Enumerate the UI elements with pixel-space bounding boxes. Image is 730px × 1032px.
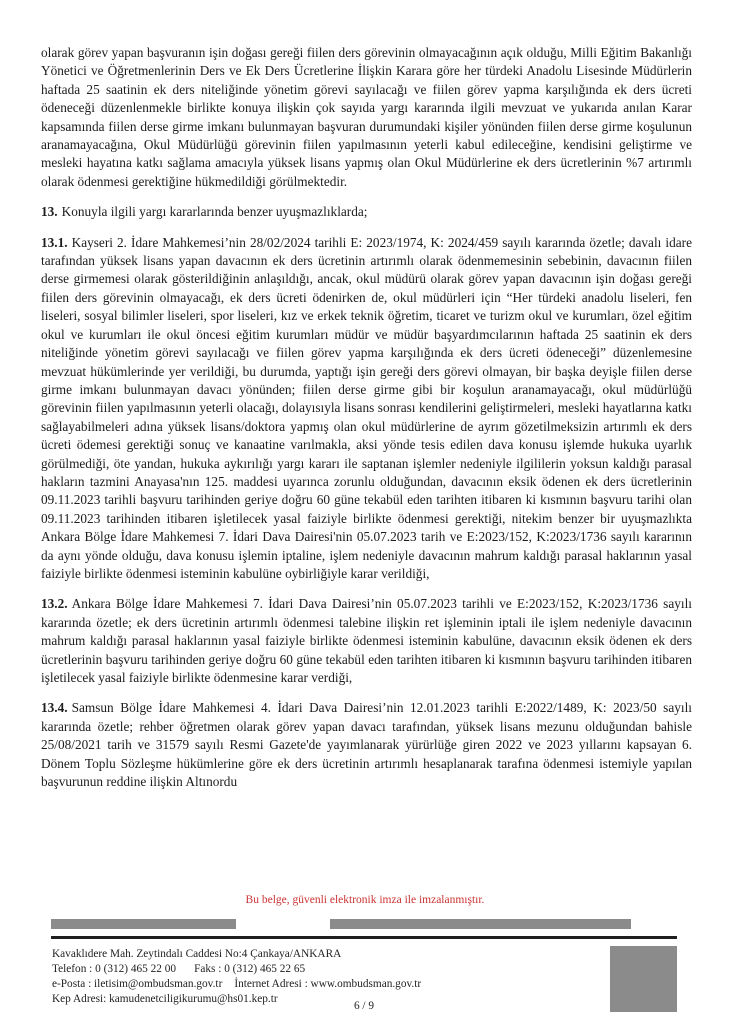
- paragraph-number: 13.4.: [41, 700, 68, 716]
- footer-eposta: e-Posta : iletisim@ombudsman.gov.tr: [52, 978, 223, 990]
- footer-telefon: Telefon : 0 (312) 465 22 00: [52, 963, 177, 975]
- e-signature-notice: Bu belge, güvenli elektronik imza ile imzalanmıştır.: [245, 894, 485, 906]
- redaction-bar-left: [51, 919, 236, 929]
- paragraph-text: Ankara Bölge İdare Mahkemesi 7. İdari Dava Dairesi’nin 05.07.2023 tarihli ve E:2023/152, K:2023/1736 sayılı kararında özetle; ek ders ücretinin artırımlı ödenmesi talebine ilişkin ret işleminin iptali ile işlem nedeniyle davacının mahrum kaldığı parasal haklarının yasal faiziyle birlikte ödenmesi isteminin kabulüne, davacının eksik ödenen ek ders ücretlerinin başvuru tarihinden geriye doğru 60 güne tekabül eden tarihten itibaren ki kısmının başvuru tarihinden itibaren işletilecek yasal faiziyle birlikte ödenmesine karar verdiği,: [41, 596, 692, 685]
- footer-divider: [51, 936, 677, 939]
- footer-phone-line: [52, 962, 592, 977]
- paragraph-number: 13.2.: [41, 596, 68, 612]
- document-body: [41, 44, 692, 803]
- paragraph-text: Konuyla ilgili yargı kararlarında benzer uyuşmazlıklarda;: [61, 204, 368, 220]
- paragraph-13-4: [41, 699, 692, 791]
- paragraph-text: olarak görev yapan başvuranın işin doğası gereği fiilen ders görevinin olmayacağının açık olduğu, Milli Eğitim Bakanlığı Yönetici ve Öğretmenlerinin Ders ve Ek Ders Ücretlerine İlişkin Karara göre her türdeki Anadolu Lisesinde Müdürlerin haftada 25 saatinin ek ders niteliğinde yönetim görevi sayılacağı ve fiilen görev yapma karşılığında ek ders ücreti ödeneceği düzenlenmekle birlikte konuya ilişkin çok sayıda yargı kararında ilgili mevzuat ve yukarıda anılan Karar kapsamında fiilen derse girme imkanı bulunmayan başvuran durumundaki kişiler yönünden fiilen derse girme koşulunun aranamayacağına, Okul Müdürlüğü görevinin fiilen yapılmasının yeterli kabul edileceğine, kendisini geliştirme ve mesleki hayatına katkı sağlama amacıyla yüksek lisans yapmış olan Okul Müdürlerine ek ders ücretlerinin %7 artırımlı olarak ödenmesi gerektiğine hükmedildiği görülmektedir.: [41, 45, 692, 189]
- footer-address: Kavaklıdere Mah. Zeytindalı Caddesi No:4 Çankaya/ANKARA: [52, 948, 342, 960]
- paragraph-continuation: [41, 44, 692, 191]
- redaction-bar-right: [330, 919, 631, 929]
- paragraph-number: 13.1.: [41, 234, 68, 250]
- paragraph-number: 13.: [41, 204, 58, 220]
- paragraph-text: Kayseri 2. İdare Mahkemesi’nin 28/02/2024 tarihli E: 2023/1974, K: 2024/459 sayılı kararında özetle; davalı idare tarafından yüksek lisans yapan davacının ek ders ücretinin artırımlı olarak ödenmemesinin sebebinin, davacının fiilen derse girmemesi olarak gösterildiğinin anlaşıldığı, ancak, okul müdürü olarak görev yapan davacının işin doğası gereği fiilen ders görevinin olmayacağı, ek ders ücreti ödenirken de, okul müdürleri için “Her türdeki anadolu liseleri, fen liseleri, sosyal bilimler liseleri, spor liseleri, kız ve erkek teknik öğretim, ticaret ve turizm okul ve kurumları, özel eğitim okul ve kurumları ile okul öncesi eğitim kurumları müdür ve müdür başyardımcılarının haftada 25 saatinin ek ders niteliğinde yönetim görevi sayılacağı ve fiilen görev yapma karşılığında ek ders ücreti ödeneceği” düzenlemesine mevzuat hükümlerinde yer verildiği, bu durumda, yaptığı işin gereği ders görevi olmayan, bir başka deyişle fiilen derse girme imkanı bulunmayan davacı yönünden; fiilen derse girme gibi bir koşulun aranamayacağı, okul müdürlüğü görevinin fiilen yapılmasının yeterli olacağı, dolayısıyla lisans sonrası kendilerini geliştirmeleri, mesleki hayatlarına katkı sağlayabilmeleri adına yüksek lisans/doktora yapmış olan okul müdürlerine de ayrım gözetilmeksizin artırımlı ek ders ücreti ödemesi gerektiği sonuç ve kanaatine varılmakla, aksi yönde tesis edilen dava konusu işlemde hukuka uyarlık görülmediği, öte yandan, hukuka aykırılığı yargı kararı ile saptanan işlemler nedeniyle ilgililerin yoksun kaldığı parasal hakların tazmini Anayasa'nın 125. maddesi uyarınca zorunlu olduğundan, davacının eksik ödenen ek ders ücretlerinin 09.11.2023 tarihli başvuru tarihinden geriye doğru 60 güne tekabül eden tarihten itibaren ki kısmının başvuru tarihi olan 09.11.2023 tarihinden itibaren işletilecek yasal faiziyle birlikte ödenmesi gerektiği, nitekim benzer bir uyuşmazlıkta Ankara Bölge İdare Mahkemesi 7. İdari Dava Dairesi'nin 05.07.2023 tarih ve E:2023/152, K:2023/1736 sayılı kararının da aynı yönde olduğu, dava konusu işlemin iptaline, işlem nedeniyle davacının mahrum kaldığı parasal haklarının yasal faiziyle birlikte ödenmesi isteminin kabulüne oybirliğiyle karar verildiği,: [41, 234, 692, 581]
- paragraph-13-1: [41, 234, 692, 584]
- footer-internet-adresi: İnternet Adresi : www.ombudsman.gov.tr: [234, 978, 422, 990]
- paragraph-13: [41, 203, 692, 221]
- page-number: 6 / 9: [353, 1000, 375, 1012]
- footer-kep-adresi: Kep Adresi: kamudenetciligikurumu@hs01.kep.tr: [52, 993, 278, 1005]
- redacted-qr-stamp: [610, 946, 677, 1012]
- footer-web-line: [52, 977, 592, 992]
- paragraph-text: Samsun Bölge İdare Mahkemesi 4. İdari Dava Dairesi’nin 12.01.2023 tarihli E:2022/1489, K: 2023/50 sayılı kararında özetle; rehber öğretmen olarak görev yapan davacı tarafından, yüksek lisans mezunu olduğundan bahisle 25/08/2021 tarih ve 31579 sayılı Resmi Gazete'de yayımlanarak yürürlüğe giren 2022 ve 2023 yıllarını kapsayan 6. Dönem Toplu Sözleşme hükümlerine göre ek ders ücretinin artırımlı hesaplanarak tarafına ödenmesi istemiyle yapılan başvurunun reddine ilişkin Altınordu: [41, 700, 692, 790]
- paragraph-13-2: [41, 595, 692, 687]
- footer-faks: Faks : 0 (312) 465 22 65: [194, 963, 306, 975]
- footer-contact-block: [52, 947, 592, 1007]
